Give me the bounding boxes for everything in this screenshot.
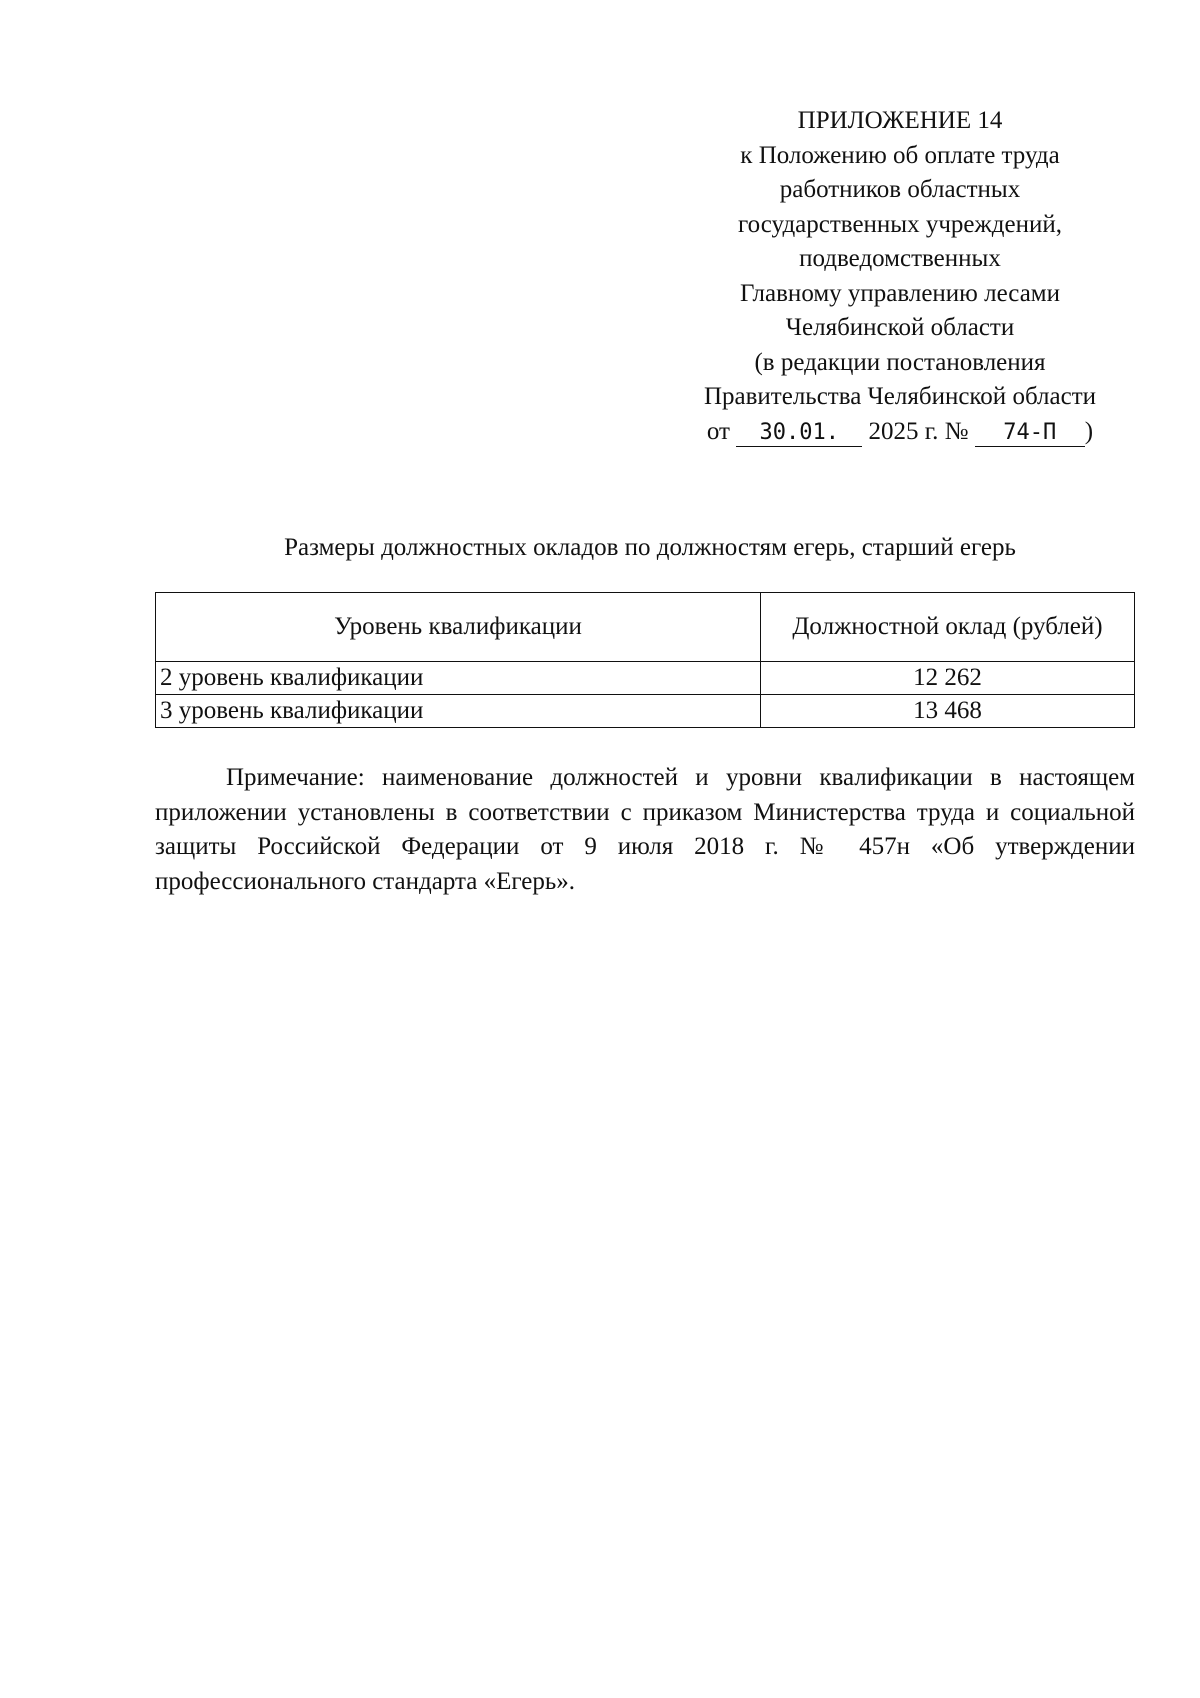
- table-cell-salary: 12 262: [761, 662, 1135, 695]
- closing-parenthesis: ): [1084, 417, 1094, 445]
- document-title: Размеры должностных окладов по должностям егерь, старший егерь: [284, 534, 1016, 561]
- table-cell-level: 2 уровень квалификации: [156, 662, 761, 695]
- header-line-institutions: государственных учреждений,: [738, 210, 1062, 238]
- header-line-government: Правительства Челябинской области: [703, 383, 1097, 410]
- header-line-edition: (в редакции постановления: [754, 348, 1046, 376]
- resolution-number: 74-П: [975, 420, 1085, 447]
- table-row: [156, 695, 1135, 728]
- table-row: [156, 662, 1135, 695]
- appendix-header: [660, 104, 1140, 449]
- header-line-region: Челябинской области: [785, 314, 1015, 341]
- column-header-salary: Должностной оклад (рублей): [761, 593, 1135, 662]
- header-line-directorate: Главному управлению лесами: [739, 279, 1061, 307]
- date-prefix: от: [706, 417, 730, 445]
- salary-table: [155, 592, 1135, 728]
- header-line-regulation: к Положению об оплате труда: [740, 141, 1060, 169]
- header-line-workers: работников областных: [779, 176, 1021, 203]
- note-paragraph: Примечание: наименование должностей и уровни квалификации в настоящем приложении установлены в соответствии с приказом Министерства труда и социальной защиты Российской Федерации от 9 июля 2018 г. № 457н «Об утверждении профессионального стандарта «Егерь».: [155, 764, 1135, 895]
- header-line-appendix-number: ПРИЛОЖЕНИЕ 14: [797, 107, 1003, 134]
- header-line-subordinate: подведомственных: [799, 245, 1001, 272]
- resolution-date: 30.01.: [736, 420, 862, 447]
- table-cell-salary: 13 468: [761, 695, 1135, 728]
- table-cell-level: 3 уровень квалификации: [156, 695, 761, 728]
- table-header-row: [156, 593, 1135, 662]
- resolution-year: 2025 г. №: [868, 417, 969, 445]
- column-header-level: Уровень квалификации: [156, 593, 761, 662]
- header-date-line: [660, 415, 1140, 450]
